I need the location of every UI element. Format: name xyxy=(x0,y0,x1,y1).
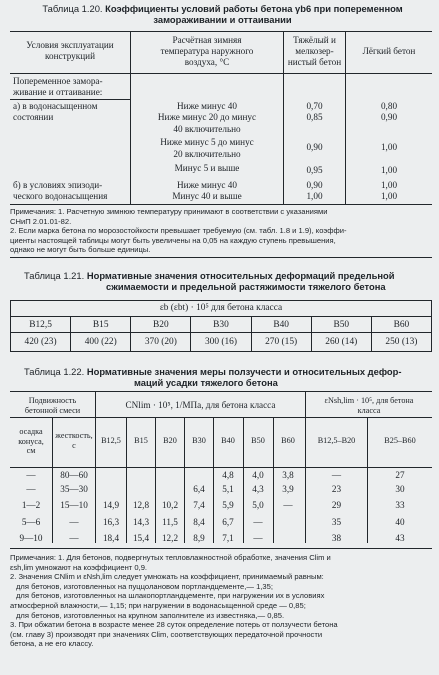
t121-class: B50 xyxy=(311,317,371,333)
t122-shrink-value: 35 xyxy=(331,517,342,527)
t120-light: 1,00 xyxy=(380,191,398,201)
t122-creep-value: — xyxy=(253,517,263,527)
t122-creep-value: 10,2 xyxy=(161,500,179,510)
t120-heavy: 0,70 xyxy=(306,101,323,111)
t122-creep-value: 16,3 xyxy=(102,517,120,527)
t122-creep-value: 5,1 xyxy=(222,484,234,494)
t122-header-stiffness: жесткость, с xyxy=(55,431,93,450)
t121-header: εb (εbt) · 10⁵ для бетона класса xyxy=(11,301,432,317)
table-1-22-notes: Примечания: 1. Для бетонов, подвергнутых тепловлажностной обработке, значения Clim и εsh,lim умножают на коэффициент 0,9. 2. Значения CNlim и εNsh,lim следует умножать на коэффициент, принимаемый равным: для бетонов, изготовленных на пуццолановом портландцементе,— 1,35; для бетонов, изготовленных на шлакопортландцементе, при нагружении их в условиях атмосферной влажности,— 1,15; при нагружении в водонасыщенной среде — 0,85; для бетонов, изготовленных на крупном заполнителе из известняка,— 0,85. 3. При обжатии бетона в возрасте менее 28 суток определение потерь от ползучести бетона (см. главу 3) производят при значениях Clim, соответствующих передаточной прочности бетона, а не его классу. xyxy=(10,553,338,649)
t122-shrink-value: 23 xyxy=(331,484,342,494)
t122-shrink-value: 43 xyxy=(395,533,405,543)
t120-temp: Минус 5 и выше xyxy=(174,163,240,173)
t122-creep-value: 4,8 xyxy=(222,470,234,480)
t122-shrink-value: 30 xyxy=(395,484,405,494)
t122-creep-value: 4,3 xyxy=(252,484,264,494)
t122-stiffness: 35—30 xyxy=(60,484,88,494)
t122-class: B40 xyxy=(221,436,235,445)
t122-shrink-class: B12,5–B20 xyxy=(317,436,356,445)
t120-light: 1,00 xyxy=(380,142,398,152)
t122-creep-value: 14,3 xyxy=(132,517,150,527)
t122-creep-value: 15,4 xyxy=(132,533,150,543)
t121-class: B30 xyxy=(191,317,251,333)
t121-value: 400 (22) xyxy=(71,333,131,352)
t122-header-shrinkage: εNsh,lim · 10⁵, для бетона класса xyxy=(324,396,414,415)
t122-creep-value: 6,4 xyxy=(193,484,205,494)
t122-creep-value: 8,9 xyxy=(193,533,205,543)
t120-temp: 40 включительно xyxy=(173,124,241,134)
t122-stiffness: 80—60 xyxy=(60,470,88,480)
t120-header-light: Лёгкий бетон xyxy=(362,46,416,56)
t122-slump: 9—10 xyxy=(19,533,43,543)
t120-light: 0,80 xyxy=(380,101,398,111)
t120-heavy: 1,00 xyxy=(306,191,323,201)
t122-slump: 5—6 xyxy=(21,517,41,527)
t121-class: B60 xyxy=(371,317,431,333)
t121-value: 370 (20) xyxy=(131,333,191,352)
t122-creep-value: 12,2 xyxy=(161,533,179,543)
t120-header-heavy: Тяжёлый и мелкозер- нистый бетон xyxy=(287,35,342,67)
t120-temp: Минус 40 и выше xyxy=(172,191,242,201)
t122-stiffness: — xyxy=(69,533,79,543)
t122-creep-value: 12,8 xyxy=(132,500,150,510)
t120-section-label: Попеременное замора- живание и оттаивание: xyxy=(13,76,103,97)
t122-creep-value: 5,0 xyxy=(252,500,264,510)
t120-light: 1,00 xyxy=(380,165,398,175)
t120-heavy: 0,90 xyxy=(306,180,323,190)
t122-header-mix: Подвижность бетонной смеси xyxy=(24,396,81,415)
t122-creep-value: 5,9 xyxy=(222,500,234,510)
t121-value: 260 (14) xyxy=(311,333,371,352)
t120-heavy: 0,95 xyxy=(306,165,323,175)
t120-temp: 20 включительно xyxy=(173,149,241,159)
t122-slump: — xyxy=(26,484,36,494)
t122-creep-value: — xyxy=(253,533,263,543)
t121-class: B15 xyxy=(71,317,131,333)
t122-creep-value: 7,4 xyxy=(193,500,205,510)
t122-creep-value: 3,8 xyxy=(282,470,294,480)
t121-class: B40 xyxy=(251,317,311,333)
t122-shrink-value: — xyxy=(331,470,342,480)
t121-value: 250 (13) xyxy=(371,333,431,352)
t121-value: 420 (23) xyxy=(11,333,71,352)
t122-shrink-value: 29 xyxy=(331,500,342,510)
table-1-22-caption: Таблица 1.22. Нормативные значения меры ползучести и относительных дефор- маций усадки тяжелого бетона xyxy=(24,366,402,388)
t122-header-creep: CNlim · 10⁵, 1/МПа, для бетона класса xyxy=(125,400,276,410)
t122-class: B20 xyxy=(163,436,177,445)
t122-class: B50 xyxy=(251,436,265,445)
t121-value: 270 (15) xyxy=(251,333,311,352)
t122-creep-value: 8,4 xyxy=(193,517,205,527)
table-1-21 xyxy=(10,300,432,352)
t122-creep-value: — xyxy=(283,500,293,510)
table-1-21-caption: Таблица 1.21. Нормативные значения относительных деформаций предельной сжимаемости и предельной растяжимости тяжелого бетона xyxy=(24,270,395,292)
t122-slump: 1—2 xyxy=(21,500,41,510)
t121-value: 300 (16) xyxy=(191,333,251,352)
t122-creep-value: 14,9 xyxy=(102,500,120,510)
t121-class: B12,5 xyxy=(11,317,71,333)
t122-creep-value: 7,1 xyxy=(222,533,234,543)
t122-stiffness: — xyxy=(69,517,79,527)
t120-temp: Ниже минус 40 xyxy=(177,180,237,190)
t122-creep-value: 3,9 xyxy=(282,484,294,494)
t120-condition-a: а) в водонасыщенном состоянии xyxy=(13,101,98,122)
t122-creep-value: 18,4 xyxy=(102,533,120,543)
t122-stiffness: 15—10 xyxy=(60,500,88,510)
t122-shrink-value: 38 xyxy=(331,533,342,543)
t120-light: 0,90 xyxy=(380,112,398,122)
t120-header-conditions: Условия эксплуатации конструкций xyxy=(26,40,114,61)
t122-class: B60 xyxy=(281,436,295,445)
t122-shrink-class: B25–B60 xyxy=(384,436,416,445)
t122-creep-value: 6,7 xyxy=(222,517,234,527)
t122-class: B15 xyxy=(134,436,148,445)
t122-header-slump: осадка конуса, см xyxy=(18,427,44,455)
t120-light: 1,00 xyxy=(380,180,398,190)
t120-temp: Ниже минус 20 до минус xyxy=(157,112,257,122)
t120-heavy: 0,90 xyxy=(306,142,323,152)
table-1-20-notes: Примечания: 1. Расчетную зимнюю температуру принимают в соответствии с указаниями СНиП 2.01.01-82. 2. Если марка бетона по морозостойкости превышает требуемую (см. табл. 1.8 и 1.9), коэффи- циенты настоящей таблицы могут быть увеличены на 0,05 на каждую ступень превышения, однако не могут быть больше единицы. xyxy=(10,207,347,255)
t120-temp: Ниже минус 40 xyxy=(177,101,237,111)
t122-class: B30 xyxy=(192,436,206,445)
t122-shrink-value: 40 xyxy=(395,517,405,527)
t122-shrink-value: 27 xyxy=(395,470,405,480)
t122-creep-value: 4,0 xyxy=(252,470,264,480)
t120-header-temperature: Расчётная зимняя температура наружного воздуха, °С xyxy=(160,35,254,67)
t122-creep-value: 11,5 xyxy=(162,517,178,527)
table-1-20-caption: Таблица 1.20. Коэффициенты условий работы бетона γb6 при попеременном замораживании и оттаивании xyxy=(42,3,403,25)
t122-class: B12,5 xyxy=(101,436,121,445)
t120-temp: Ниже минус 5 до минус xyxy=(160,137,254,147)
t120-heavy: 0,85 xyxy=(306,112,323,122)
t121-class: B20 xyxy=(131,317,191,333)
t122-slump: — xyxy=(26,470,36,480)
t122-shrink-value: 33 xyxy=(395,500,405,510)
t120-condition-b: б) в условиях эпизоди- ческого водонасыщения xyxy=(13,180,108,201)
